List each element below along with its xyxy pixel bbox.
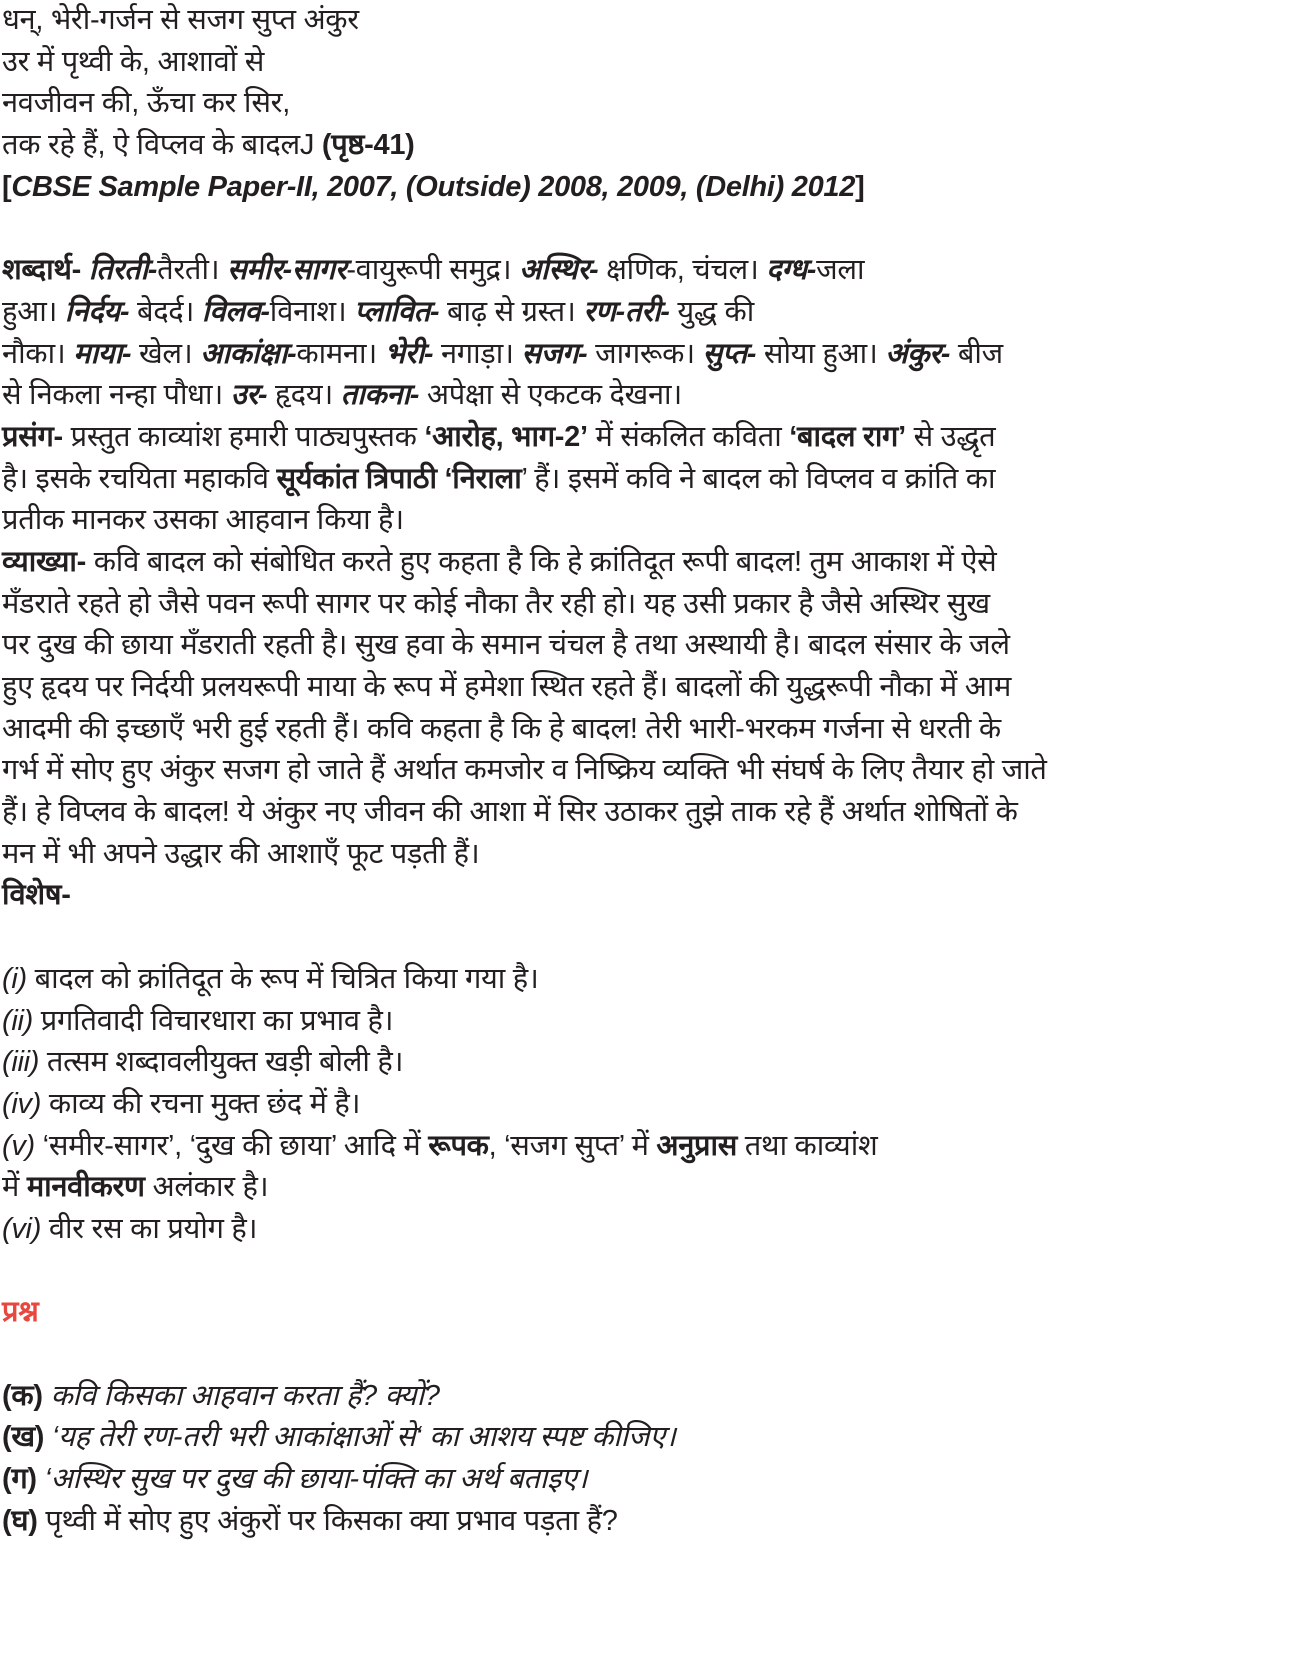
text-segment: पृथ्वी में सोए हुए अंकुरों पर किसका क्या प्रभाव पड़ता हैं? [37, 1504, 618, 1537]
text-segment: प्रस्तुत काव्यांश हमारी पाठ्यपुस्तक [62, 420, 425, 453]
text-line [2, 459, 1047, 501]
text-segment: युद्ध की [669, 295, 754, 328]
text-segment: नगाड़ा। [433, 337, 522, 370]
text-segment: (i) [2, 962, 27, 995]
text-segment: , ‘सजग सुप्त’ में [488, 1129, 657, 1162]
text-segment: अलंकार है। [144, 1171, 269, 1204]
text-segment: क्षणिक, चंचल। [598, 254, 767, 287]
bold-text: दग्ध- [766, 254, 817, 287]
text-segment: में [2, 1171, 27, 1204]
bold-text: अंकुर- [885, 337, 951, 370]
blank-line [2, 1334, 1047, 1376]
text-segment: गर्भ में सोए हुए अंकुर सजग हो जाते हैं अर्थात कमजोर व निष्क्रिय व्यक्ति भी संघर्ष के लिए तैयार हो जाते [2, 754, 1047, 787]
bold-text: अनुप्रास [656, 1129, 738, 1162]
bold-text: प्रसंग- [2, 420, 63, 453]
text-segment: खेल। [131, 337, 201, 370]
blank-line [2, 1251, 1047, 1293]
text-line [2, 250, 1047, 292]
text-line [2, 667, 1047, 709]
bold-text: अस्थिर- [519, 254, 599, 287]
bold-text: प्लावित- [354, 295, 440, 328]
bold-text: मानवीकरण [26, 1171, 145, 1204]
text-segment: कवि बादल को संबोधित करते हुए कहता है कि हे क्रांतिदूत रूपी बादल! तुम आकाश में ऐसे [86, 545, 997, 578]
text-line [2, 959, 1047, 1001]
text-line [2, 584, 1047, 626]
text-segment: नौका। [2, 337, 74, 370]
section-heading: प्रश्न [2, 1296, 39, 1329]
text-segment: वीर रस का प्रयोग है। [41, 1212, 258, 1245]
bold-text: CBSE Sample Paper-II, 2007, (Outside) 2008, 2009, (Delhi) 2012 [11, 170, 856, 203]
bold-text: सजग- [521, 337, 588, 370]
bold-text: माया- [73, 337, 132, 370]
text-segment: कवि किसका आहवान करता हैं? क्यों? [42, 1379, 440, 1412]
text-segment: तत्सम शब्दावलीयुक्त खड़ी बोली है। [39, 1046, 404, 1079]
bold-text: विलव- [201, 295, 270, 328]
text-segment: जागरूक। [587, 337, 703, 370]
text-segment: ’ हैं। इसमें कवि ने बादल को विप्लव व क्रांति का [521, 462, 996, 495]
text-segment: उर में पृथ्वी के, आशावों से [2, 45, 265, 78]
text-segment: है। इसके रचयिता महाकवि [2, 462, 277, 495]
text-line [2, 542, 1047, 584]
text-line [2, 83, 1047, 125]
text-line [2, 292, 1047, 334]
bold-text: [ [2, 170, 12, 203]
bold-text: विशेष- [2, 879, 71, 912]
bold-text: व्याख्या- [2, 545, 87, 578]
text-segment: बीज [950, 337, 1003, 370]
bold-text: समीर-सागर [227, 254, 347, 287]
text-line [2, 792, 1047, 834]
bold-text: ‘बादल राग’ [789, 420, 906, 453]
bold-text: सूर्यकांत त्रिपाठी ‘निराला [276, 462, 522, 495]
bold-text: उर- [230, 379, 268, 412]
text-line [2, 0, 1047, 42]
text-segment: बादल को क्रांतिदूत के रूप में चित्रित किया गया है। [26, 962, 539, 995]
text-line [2, 1292, 1047, 1334]
text-segment: से उद्धृत [905, 420, 996, 453]
text-segment: नवजीवन की, ऊँचा कर सिर, [2, 87, 290, 120]
bold-text: (पृष्ठ-41) [321, 129, 415, 162]
text-line [2, 625, 1047, 667]
text-segment: ‘यह तेरी रण-तरी भरी आकांक्षाओं से‘ का आशय स्पष्ट कीजिए। [44, 1421, 676, 1454]
text-line [2, 1001, 1047, 1043]
text-line [2, 1417, 1047, 1459]
text-segment: आदमी की इच्छाएँ भरी हुई रहती हैं। कवि कहता है कि हे बादल! तेरी भारी-भरकम गर्जना से धरती के [2, 712, 1001, 745]
text-segment: जला [816, 254, 865, 287]
text-line [2, 125, 1047, 167]
text-segment: पर दुख की छाया मँडराती रहती है। सुख हवा के समान चंचल है तथा अस्थायी है। बादल संसार के जले [2, 629, 1010, 662]
text-segment: ‘अस्थिर सुख पर दुख की छाया-पंक्ति का अर्थ बताइए। [36, 1463, 588, 1496]
text-line [2, 875, 1047, 917]
text-segment: बेदर्द। [129, 295, 202, 328]
text-segment: (vi) [2, 1212, 42, 1245]
bold-text: तिरती- [88, 254, 158, 287]
text-segment: ‘समीर-सागर’, ‘दुख की छाया’ आदि में [34, 1129, 429, 1162]
text-line [2, 709, 1047, 751]
text-segment: तथा काव्यांश [737, 1129, 878, 1162]
bold-text: शब्दार्थ- [2, 254, 89, 287]
text-segment: (iii) [2, 1046, 40, 1079]
text-line [2, 1126, 1047, 1168]
text-segment: प्रतीक मानकर उसका आहवान किया है। [2, 504, 404, 537]
bold-text: रण-तरी- [583, 295, 670, 328]
text-segment: हुए हृदय पर निर्दयी प्रलयरूपी माया के रूप में हमेशा स्थित रहते हैं। बादलों की युद्धरूपी नौका में आम [2, 671, 1012, 703]
bold-text: ‘आरोह, भाग-2’ [424, 420, 588, 453]
text-line [2, 834, 1047, 876]
text-line [2, 1376, 1047, 1418]
text-line [2, 1042, 1047, 1084]
bold-text: (ग) [2, 1463, 37, 1496]
text-line [2, 750, 1047, 792]
text-line [2, 167, 1047, 209]
text-line [2, 1459, 1047, 1501]
text-segment: हैं। हे विप्लव के बादल! ये अंकुर नए जीवन की आशा में सिर उठाकर तुझे ताक रहे हैं अर्थात शोषितों के [2, 796, 1018, 829]
blank-line [2, 208, 1047, 250]
text-line [2, 334, 1047, 376]
text-line [2, 375, 1047, 417]
text-segment: (ii) [2, 1004, 34, 1037]
text-segment: हुआ। [2, 295, 65, 328]
text-segment: तैरती। [157, 254, 228, 287]
text-segment: सोया हुआ। [756, 337, 886, 370]
text-segment: प्रगतिवादी विचारधारा का प्रभाव है। [33, 1004, 394, 1037]
text-segment: अपेक्षा से एकटक देखना। [419, 379, 682, 412]
text-segment: में संकलित कविता [587, 420, 790, 453]
bold-text: (क) [2, 1379, 43, 1412]
text-segment: काव्य की रचना मुक्त छंद में है। [41, 1087, 361, 1120]
bold-text: ] [855, 170, 865, 203]
text-line [2, 1084, 1047, 1126]
bold-text: रूपक [428, 1129, 489, 1162]
document-body [2, 0, 1047, 1542]
text-line [2, 500, 1047, 542]
bold-text: निर्दय- [64, 295, 130, 328]
text-segment: मँडराते रहते हो जैसे पवन रूपी सागर पर कोई नौका तैर रही हो। यह उसी प्रकार है जैसे अस्थिर सुख [2, 587, 990, 620]
text-line [2, 42, 1047, 84]
bold-text: ताकना- [340, 379, 420, 412]
text-segment: (v) [2, 1129, 35, 1162]
bold-text: (घ) [2, 1504, 38, 1537]
bold-text: (ख) [2, 1421, 45, 1454]
text-segment: विनाश। [269, 295, 355, 328]
blank-line [2, 917, 1047, 959]
bold-text: सुप्त- [702, 337, 757, 370]
text-segment: (iv) [2, 1087, 42, 1120]
text-segment: धन्, भेरी-गर्जन से सजग सुप्त अंकुर [2, 4, 359, 36]
text-line [2, 1209, 1047, 1251]
bold-text: भेरी- [384, 337, 434, 370]
text-segment: मन में भी अपने उद्धार की आशाएँ फूट पड़ती हैं। [2, 837, 480, 870]
text-line [2, 1167, 1047, 1209]
text-line [2, 1501, 1047, 1543]
text-line [2, 417, 1047, 459]
text-segment: कामना। [296, 337, 385, 370]
text-segment: बाढ़ से ग्रस्त। [439, 295, 584, 328]
text-segment: -वायुरूपी समुद्र। [346, 254, 520, 287]
text-segment: हृदय। [267, 379, 341, 412]
text-segment: से निकला नन्हा पौधा। [2, 379, 231, 412]
bold-text: आकांक्षा- [200, 337, 297, 370]
text-segment: तक रहे हैं, ऐ विप्लव के बादलJ [2, 129, 322, 162]
